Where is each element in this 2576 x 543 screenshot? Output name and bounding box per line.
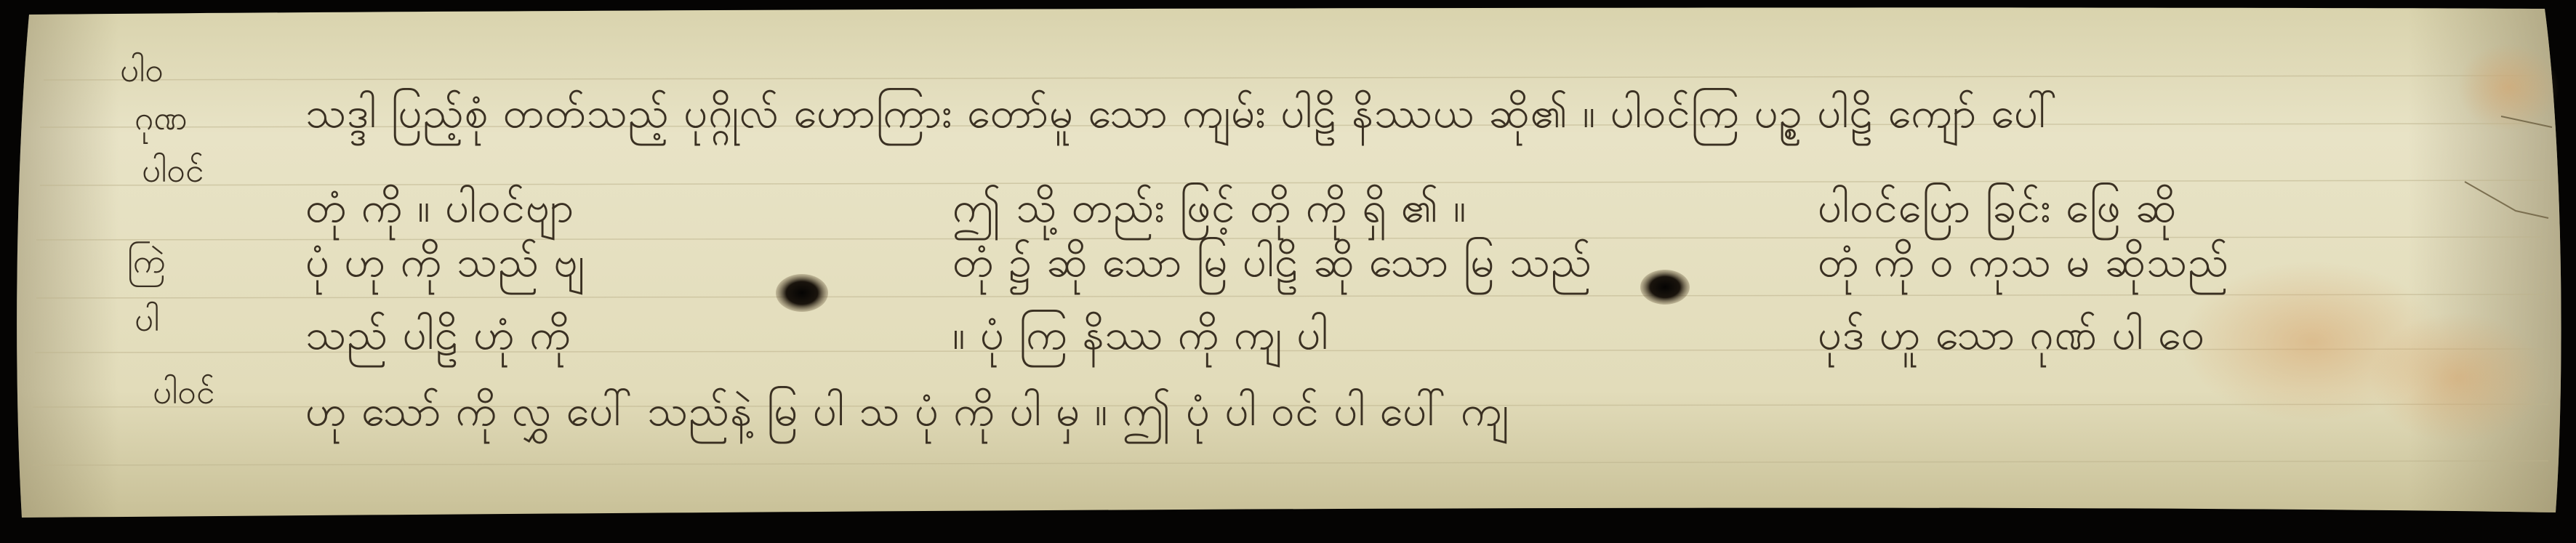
manuscript-line-3-segment-2: တုံ ၌ ဆို သော မြ ပါဠိ ဆို သော မြ သည်: [952, 237, 1593, 286]
manuscript-line-4-segment-1: သည် ပါဠိ ဟုံ ကို: [305, 310, 572, 359]
manuscript-line-2-segment-3: ပါဝင်ပြော ခြင်း ဖြေ ဆို: [1818, 182, 2178, 232]
binding-hole-right: [1640, 270, 1690, 305]
binding-hole-left: [776, 274, 828, 312]
manuscript-line-3-segment-1: ပုံ ဟု ကို သည် ဗျ: [305, 237, 585, 286]
manuscript-line-1-segment-1: သဒ္ဒါ ပြည့်စုံ တတ်သည့် ပုဂ္ဂိုလ် ဟောကြား တော်မူ သော ကျမ်း ပါဠိ နိဿယ ဆို၏ ။ ပါဝင်ကြ ပဉ္စ ပါဠိ ကျော် ပေါ်: [305, 88, 2058, 137]
manuscript-line-2-segment-2: ဤ သို့ တည်း ဖြင့် တို ကို ရှိ ၏ ။: [952, 182, 1467, 232]
margin-note: ဂုဏ: [135, 98, 188, 137]
manuscript-line-4-segment-2: ။ ပုံ ကြ နိဿ ကို ကျ ပါ: [952, 310, 1329, 359]
manuscript-line-4-segment-3: ပုဒ် ဟူ သော ဂုဏ် ပါ ဝေ: [1818, 310, 2206, 359]
margin-note: ပါဝင်: [142, 150, 204, 190]
manuscript-line-3-segment-3: တုံ ကို ဝ ကုသ မ ဆိုသည်: [1818, 237, 2230, 286]
stain: [2370, 313, 2545, 443]
margin-note: ပါဝင်: [153, 372, 215, 411]
margin-note: ပါဝ: [120, 50, 164, 89]
margin-note: ပါ: [135, 299, 160, 339]
margin-note: ကြဲ: [127, 241, 166, 281]
manuscript-line-2-segment-1: တုံ ကို ။ ပါဝင်ဗျာ: [305, 182, 575, 232]
manuscript-line-5-segment-1: ဟု သော် ကို လွှ ပေါ် သည်နဲ့ မြ ပါ သ ပုံ ကို ပါ မှ ။ ဤ ပုံ ပါ ဝင် ပါ ပေါ် ကျ: [305, 386, 1509, 435]
